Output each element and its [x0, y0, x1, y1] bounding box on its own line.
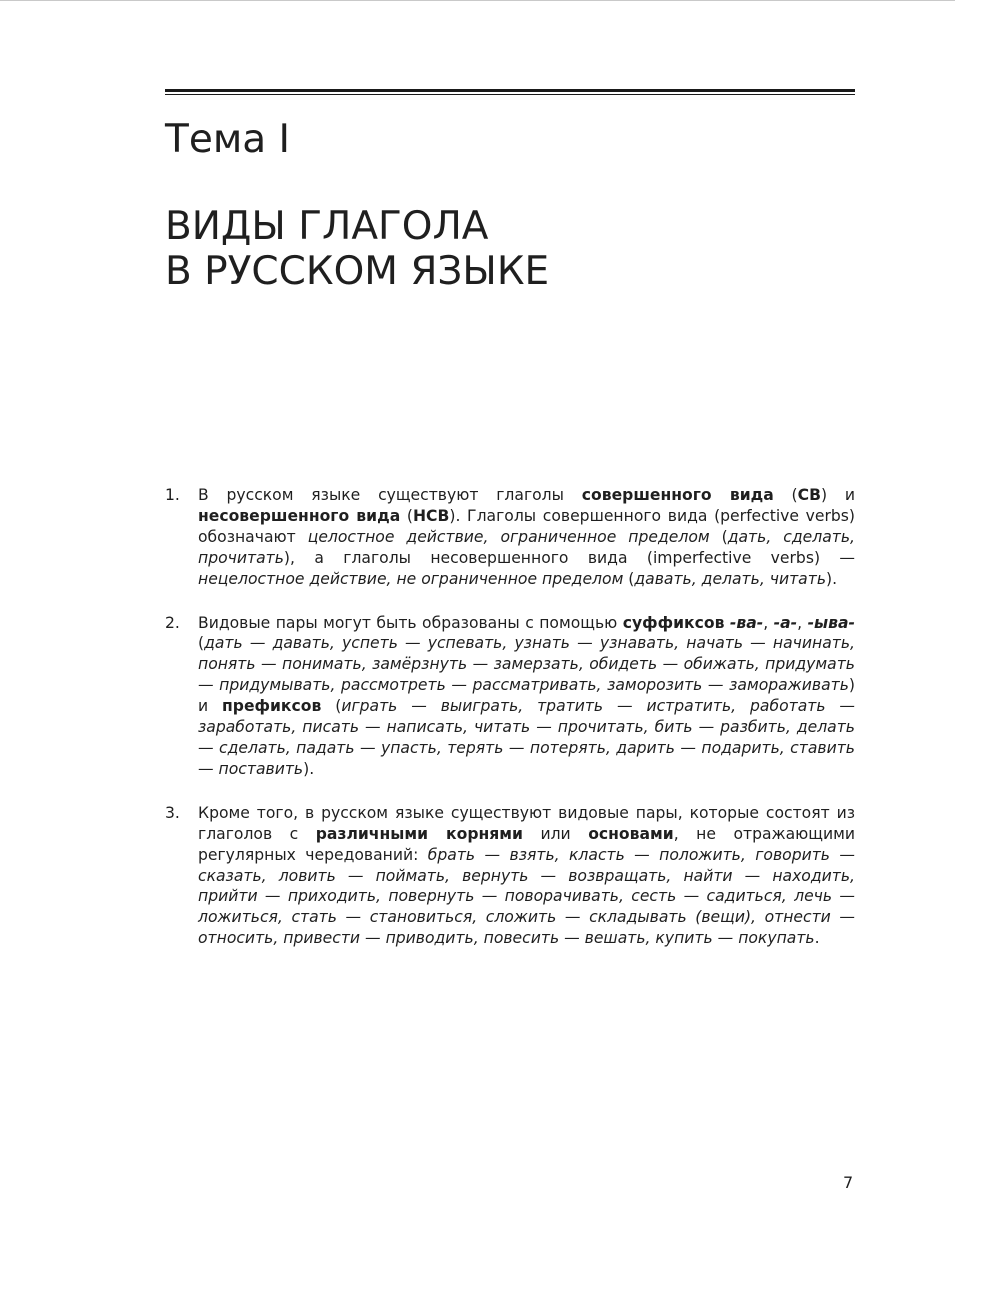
italic-example: нецелостное действие, не ограниченное пределом — [198, 569, 624, 588]
bold-term: совершенного вида — [581, 486, 774, 504]
list-item-number: 3. — [165, 803, 180, 822]
chapter-title — [165, 204, 855, 294]
italic-example: играть — выиграть, тратить — истратить, работать — заработать, писать — написать, читать — прочитать, бить — разбить, делать — сделать, падать — упасть, терять — потерять, дарить — подарить, ставить — поставить — [198, 697, 856, 778]
bold-term: несовершенного вида — [198, 506, 401, 525]
bold-term: -ыва- — [807, 613, 855, 632]
list-item-text: Кроме того, в русском языке существуют видовые пары, которые состоят из глаголов с различными корнями или основами, не отражающими регулярных чередований: брать — взять, класть — положить, говорить — сказать, ловить — поймать, вернуть — возвращать, найти — находить, прийти — приходить, повернуть — поворачивать, сесть — садиться, лечь — ложиться, стать — становиться, сложить — складывать (вещи), отнести — относить, привести — приводить, повесить — вешать, купить — покупать. — [198, 803, 855, 948]
list-item-2 — [165, 613, 855, 780]
list-item-text: В русском языке существуют глаголы совершенного вида (СВ) и несовершенного вида (НСВ). Глаголы совершенного вида (perfective verbs) обозначают целостное действие, ограниченное пределом (дать, сделать, прочитать), а глаголы несовершенного вида (imperfective verbs) — нецелостное действие, не ограниченное пределом (давать, делать, читать). — [198, 486, 855, 588]
list-item-3 — [165, 803, 855, 949]
header-rule-thick — [165, 89, 855, 92]
italic-example: целостное действие, ограниченное пределом — [307, 527, 710, 546]
italic-example: давать, делать, читать — [634, 569, 827, 588]
list-item-text: Видовые пары могут быть образованы с помощью суффиксов -ва-, -а-, -ыва- (дать — давать, успеть — успевать, узнать — узнавать, начать — начинать, понять — понимать, замёрзнуть — замерзать, обидеть — обижать, придумать — придумывать, рассмотреть — рассматривать, заморозить — замораживать) и префиксов (играть — выиграть, тратить — истратить, работать — заработать, писать — написать, читать — прочитать, бить — разбить, делать — сделать, падать — упасть, терять — потерять, дарить — подарить, ставить — поставить). — [198, 613, 856, 778]
italic-example: брать — взять, класть — положить, говорить — сказать, ловить — поймать, вернуть — возвращать, найти — находить, прийти — приходить, повернуть — поворачивать, сесть — садиться, лечь — ложиться, стать — становиться, сложить — складывать (вещи), отнести — относить, привести — приводить, повесить — вешать, купить — покупать — [198, 845, 855, 948]
bold-term: префиксов — [222, 697, 322, 716]
italic-example: дать — давать, успеть — успевать, узнать — узнавать, начать — начинать, понять — понимать, замёрзнуть — замерзать, обидеть — обижать, придумать — придумывать, рассмотреть — рассматривать, заморозить — замораживать — [198, 634, 855, 695]
page-number: 7 — [843, 1173, 854, 1192]
bold-term: различными корнями — [315, 824, 523, 843]
numbered-list — [165, 485, 855, 972]
bold-term: СВ — [797, 486, 821, 504]
chapter-title-line-1: ВИДЫ ГЛАГОЛА — [165, 204, 489, 249]
bold-term: -ва- — [729, 613, 764, 632]
bold-term: НСВ — [412, 506, 450, 525]
list-item-number: 2. — [165, 613, 180, 632]
chapter-title-line-2: В РУССКОМ ЯЗЫКЕ — [165, 249, 550, 294]
italic-example: дать, сделать, прочитать — [198, 527, 855, 567]
topic-label: Тема I — [165, 117, 291, 162]
bold-term: -а- — [773, 613, 798, 632]
list-item-1 — [165, 485, 855, 590]
bold-term: основами — [588, 824, 674, 843]
list-item-number: 1. — [165, 486, 180, 504]
bold-term: суффиксов — [622, 613, 725, 632]
page-top-edge — [0, 0, 955, 1]
header-rule-thin — [165, 94, 855, 95]
